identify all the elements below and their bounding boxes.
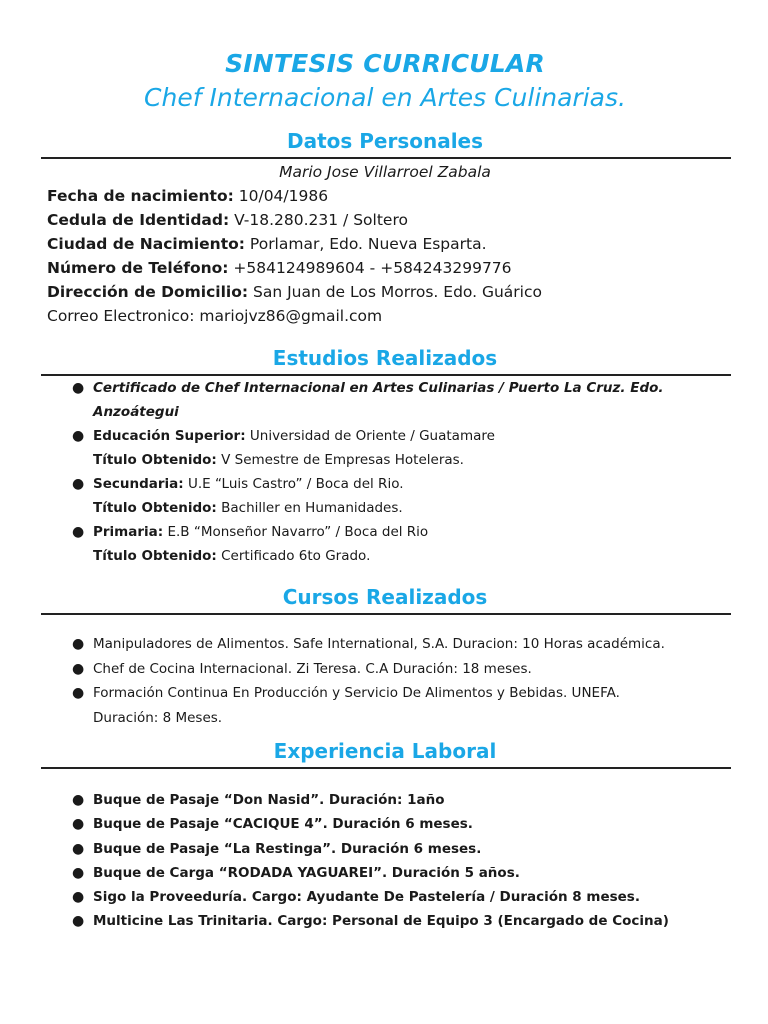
education-value: U.E “Luis Castro” / Boca del Rio. <box>183 476 404 492</box>
info-value: Porlamar, Edo. Nueva Esparta. <box>244 235 487 253</box>
list-item <box>47 376 723 424</box>
info-row-birthdate <box>47 184 723 208</box>
experience-text: Multicine Las Trinitaria. Cargo: Personal de Equipo 3 (Encargado de Cocina) <box>93 913 669 930</box>
experience-list <box>47 788 723 934</box>
degree-value: Certificado 6to Grado. <box>216 548 371 564</box>
bullet-icon: ● <box>72 840 85 857</box>
info-row-email: Correo Electronico: mariojvz86@gmail.com <box>47 307 383 325</box>
course-text-cont: Duración: 8 Meses. <box>93 709 223 726</box>
info-row-address <box>47 280 723 304</box>
bullet-icon: ● <box>72 660 85 677</box>
info-label: Fecha de nacimiento: <box>47 187 234 205</box>
degree-value: Bachiller en Humanidades. <box>216 500 403 516</box>
experience-text: Buque de Pasaje “La Restinga”. Duración 6 meses. <box>93 840 482 857</box>
info-value: San Juan de Los Morros. Edo. Guárico <box>248 283 542 301</box>
info-label: Número de Teléfono: <box>47 259 229 277</box>
section-divider <box>41 767 731 769</box>
degree-label: Título Obtenido: <box>93 500 217 516</box>
section-divider <box>41 157 731 159</box>
experience-text: Buque de Carga “RODADA YAGUAREI”. Duración 5 años. <box>93 864 520 881</box>
section-heading-estudios: Estudios Realizados <box>272 346 498 370</box>
list-item <box>47 837 723 861</box>
section-heading-cursos: Cursos Realizados <box>282 585 488 609</box>
document-subtitle: Chef Internacional en Artes Culinarias. <box>144 83 626 112</box>
list-item <box>47 681 723 730</box>
course-text: Formación Continua En Producción y Servicio De Alimentos y Bebidas. UNEFA. <box>93 685 620 701</box>
section-heading-experiencia: Experiencia Laboral <box>273 739 497 763</box>
bullet-icon: ● <box>72 428 85 444</box>
bullet-icon: ● <box>72 816 85 833</box>
degree-value: V Semestre de Empresas Hoteleras. <box>216 452 464 468</box>
education-value: Universidad de Oriente / Guatamare <box>245 428 495 444</box>
education-cert: Certificado de Chef Internacional en Artes Culinarias / Puerto La Cruz. Edo. <box>93 380 664 396</box>
list-item <box>47 632 723 657</box>
bullet-icon: ● <box>72 792 85 808</box>
bullet-icon: ● <box>72 864 85 881</box>
list-item <box>47 812 723 836</box>
degree-label: Título Obtenido: <box>93 452 217 468</box>
info-row-birthplace <box>47 232 723 256</box>
education-list <box>47 376 723 568</box>
list-item <box>47 909 723 933</box>
section-heading-datos: Datos Personales <box>286 129 484 153</box>
info-value: +584124989604 - +584243299776 <box>228 259 512 277</box>
bullet-icon: ● <box>72 380 85 396</box>
list-item <box>47 861 723 885</box>
info-row-phone <box>47 256 723 280</box>
list-item <box>47 520 723 568</box>
bullet-icon: ● <box>72 889 85 906</box>
info-row-id <box>47 208 723 232</box>
experience-text: Buque de Pasaje “Don Nasid”. Duración: 1año <box>93 792 445 808</box>
person-name: Mario Jose Villarroel Zabala <box>279 163 491 181</box>
info-label: Ciudad de Nacimiento: <box>47 235 245 253</box>
section-divider <box>41 613 731 615</box>
course-text: Chef de Cocina Internacional. Zi Teresa. C.A Duración: 18 meses. <box>93 660 532 677</box>
bullet-icon: ● <box>72 636 85 652</box>
education-value: E.B “Monseñor Navarro” / Boca del Rio <box>163 524 429 540</box>
course-text: Manipuladores de Alimentos. Safe International, S.A. Duracion: 10 Horas académica. <box>93 636 665 652</box>
education-label: Primaria: <box>93 524 164 540</box>
education-label: Secundaria: <box>93 476 184 492</box>
list-item <box>47 788 723 812</box>
bullet-icon: ● <box>72 913 85 930</box>
list-item <box>47 424 723 472</box>
info-value: 10/04/1986 <box>233 187 329 205</box>
document-title: SINTESIS CURRICULAR <box>225 49 545 78</box>
list-item <box>47 657 723 682</box>
education-label: Educación Superior: <box>93 428 246 444</box>
bullet-icon: ● <box>72 524 85 540</box>
info-value: V-18.280.231 / Soltero <box>229 211 408 229</box>
courses-list <box>47 632 723 730</box>
list-item <box>47 472 723 520</box>
info-label: Dirección de Domicilio: <box>47 283 249 301</box>
bullet-icon: ● <box>72 476 85 492</box>
info-label: Cedula de Identidad: <box>47 211 230 229</box>
education-cert-cont: Anzoátegui <box>93 404 179 420</box>
bullet-icon: ● <box>72 685 85 701</box>
experience-text: Sigo la Proveeduría. Cargo: Ayudante De Pastelería / Duración 8 meses. <box>93 889 640 906</box>
list-item <box>47 885 723 909</box>
degree-label: Título Obtenido: <box>93 548 217 564</box>
experience-text: Buque de Pasaje “CACIQUE 4”. Duración 6 meses. <box>93 816 473 833</box>
